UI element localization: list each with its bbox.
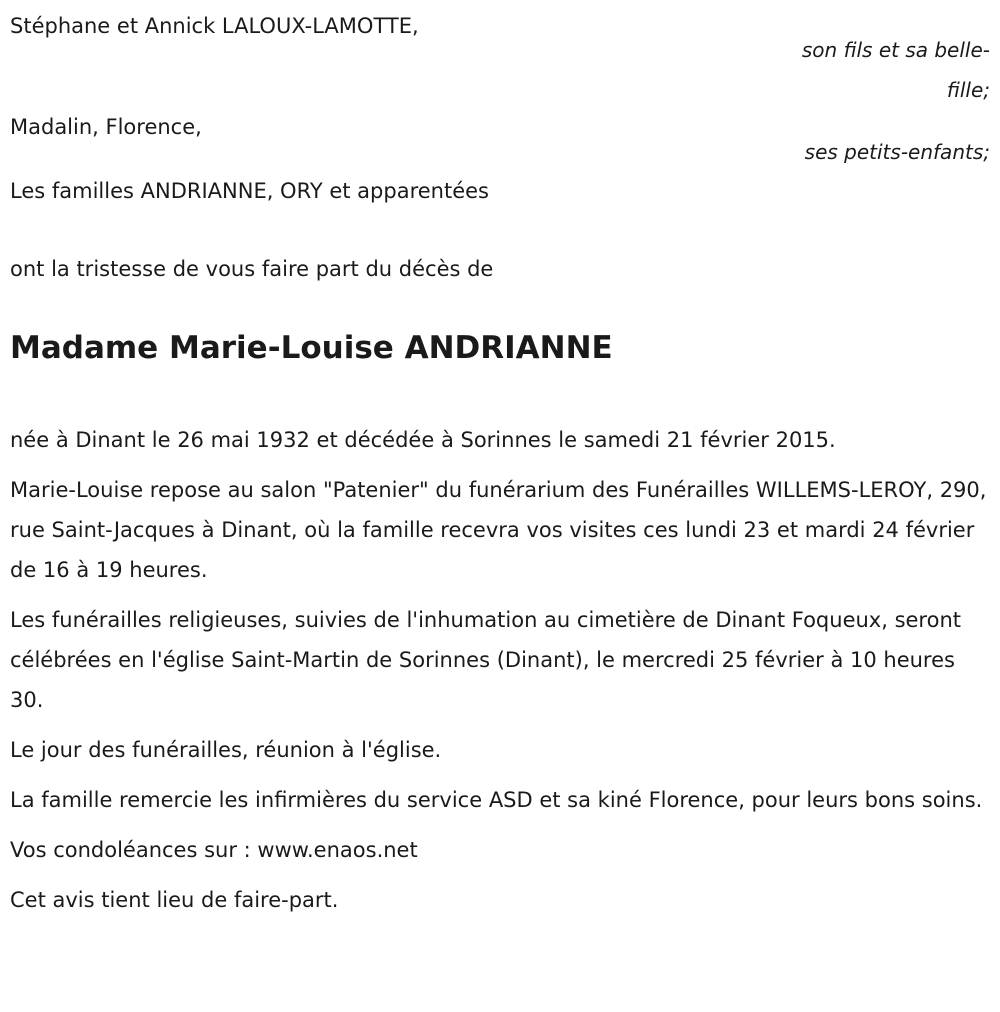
visitation-paragraph: Marie-Louise repose au salon "Patenier" du funérarium des Funérailles WILLEMS-LEROY, 290, rue Saint-Jacques à Dinant, où la famille recevra vos visites ces lundi 23 et mardi 24 février de 16 à 19 heures. xyxy=(10,478,987,582)
funeral-paragraph: Les funérailles religieuses, suivies de l'inhumation au cimetière de Dinant Foqueux, seront célébrées en l'église Saint-Martin de Sorinnes (Dinant), le mercredi 25 février à 10 heures 30. xyxy=(10,608,961,712)
notice-body xyxy=(10,420,995,930)
birth-death-paragraph: née à Dinant le 26 mai 1932 et décédée à Sorinnes le samedi 21 février 2015. xyxy=(10,428,836,452)
thanks-paragraph: La famille remercie les infirmières du service ASD et sa kiné Florence, pour leurs bons soins. xyxy=(10,788,983,812)
meeting-paragraph: Le jour des funérailles, réunion à l'église. xyxy=(10,738,442,762)
family-names-grandchildren: Madalin, Florence, xyxy=(10,115,202,139)
relation-son-line1: son fils et sa belle- xyxy=(801,38,990,62)
announcement: ont la tristesse de vous faire part du décès de xyxy=(10,257,494,281)
family-names-son: Stéphane et Annick LALOUX-LAMOTTE, xyxy=(10,14,419,38)
deceased-name: Madame Marie-Louise ANDRIANNE xyxy=(10,330,613,366)
relation-son-line2: fille; xyxy=(946,78,990,102)
family-names-families: Les familles ANDRIANNE, ORY et apparentées xyxy=(10,179,489,203)
relation-grandchildren: ses petits-enfants; xyxy=(804,140,990,164)
condolences-paragraph: Vos condoléances sur : www.enaos.net xyxy=(10,838,418,862)
notice-paragraph: Cet avis tient lieu de faire-part. xyxy=(10,888,339,912)
